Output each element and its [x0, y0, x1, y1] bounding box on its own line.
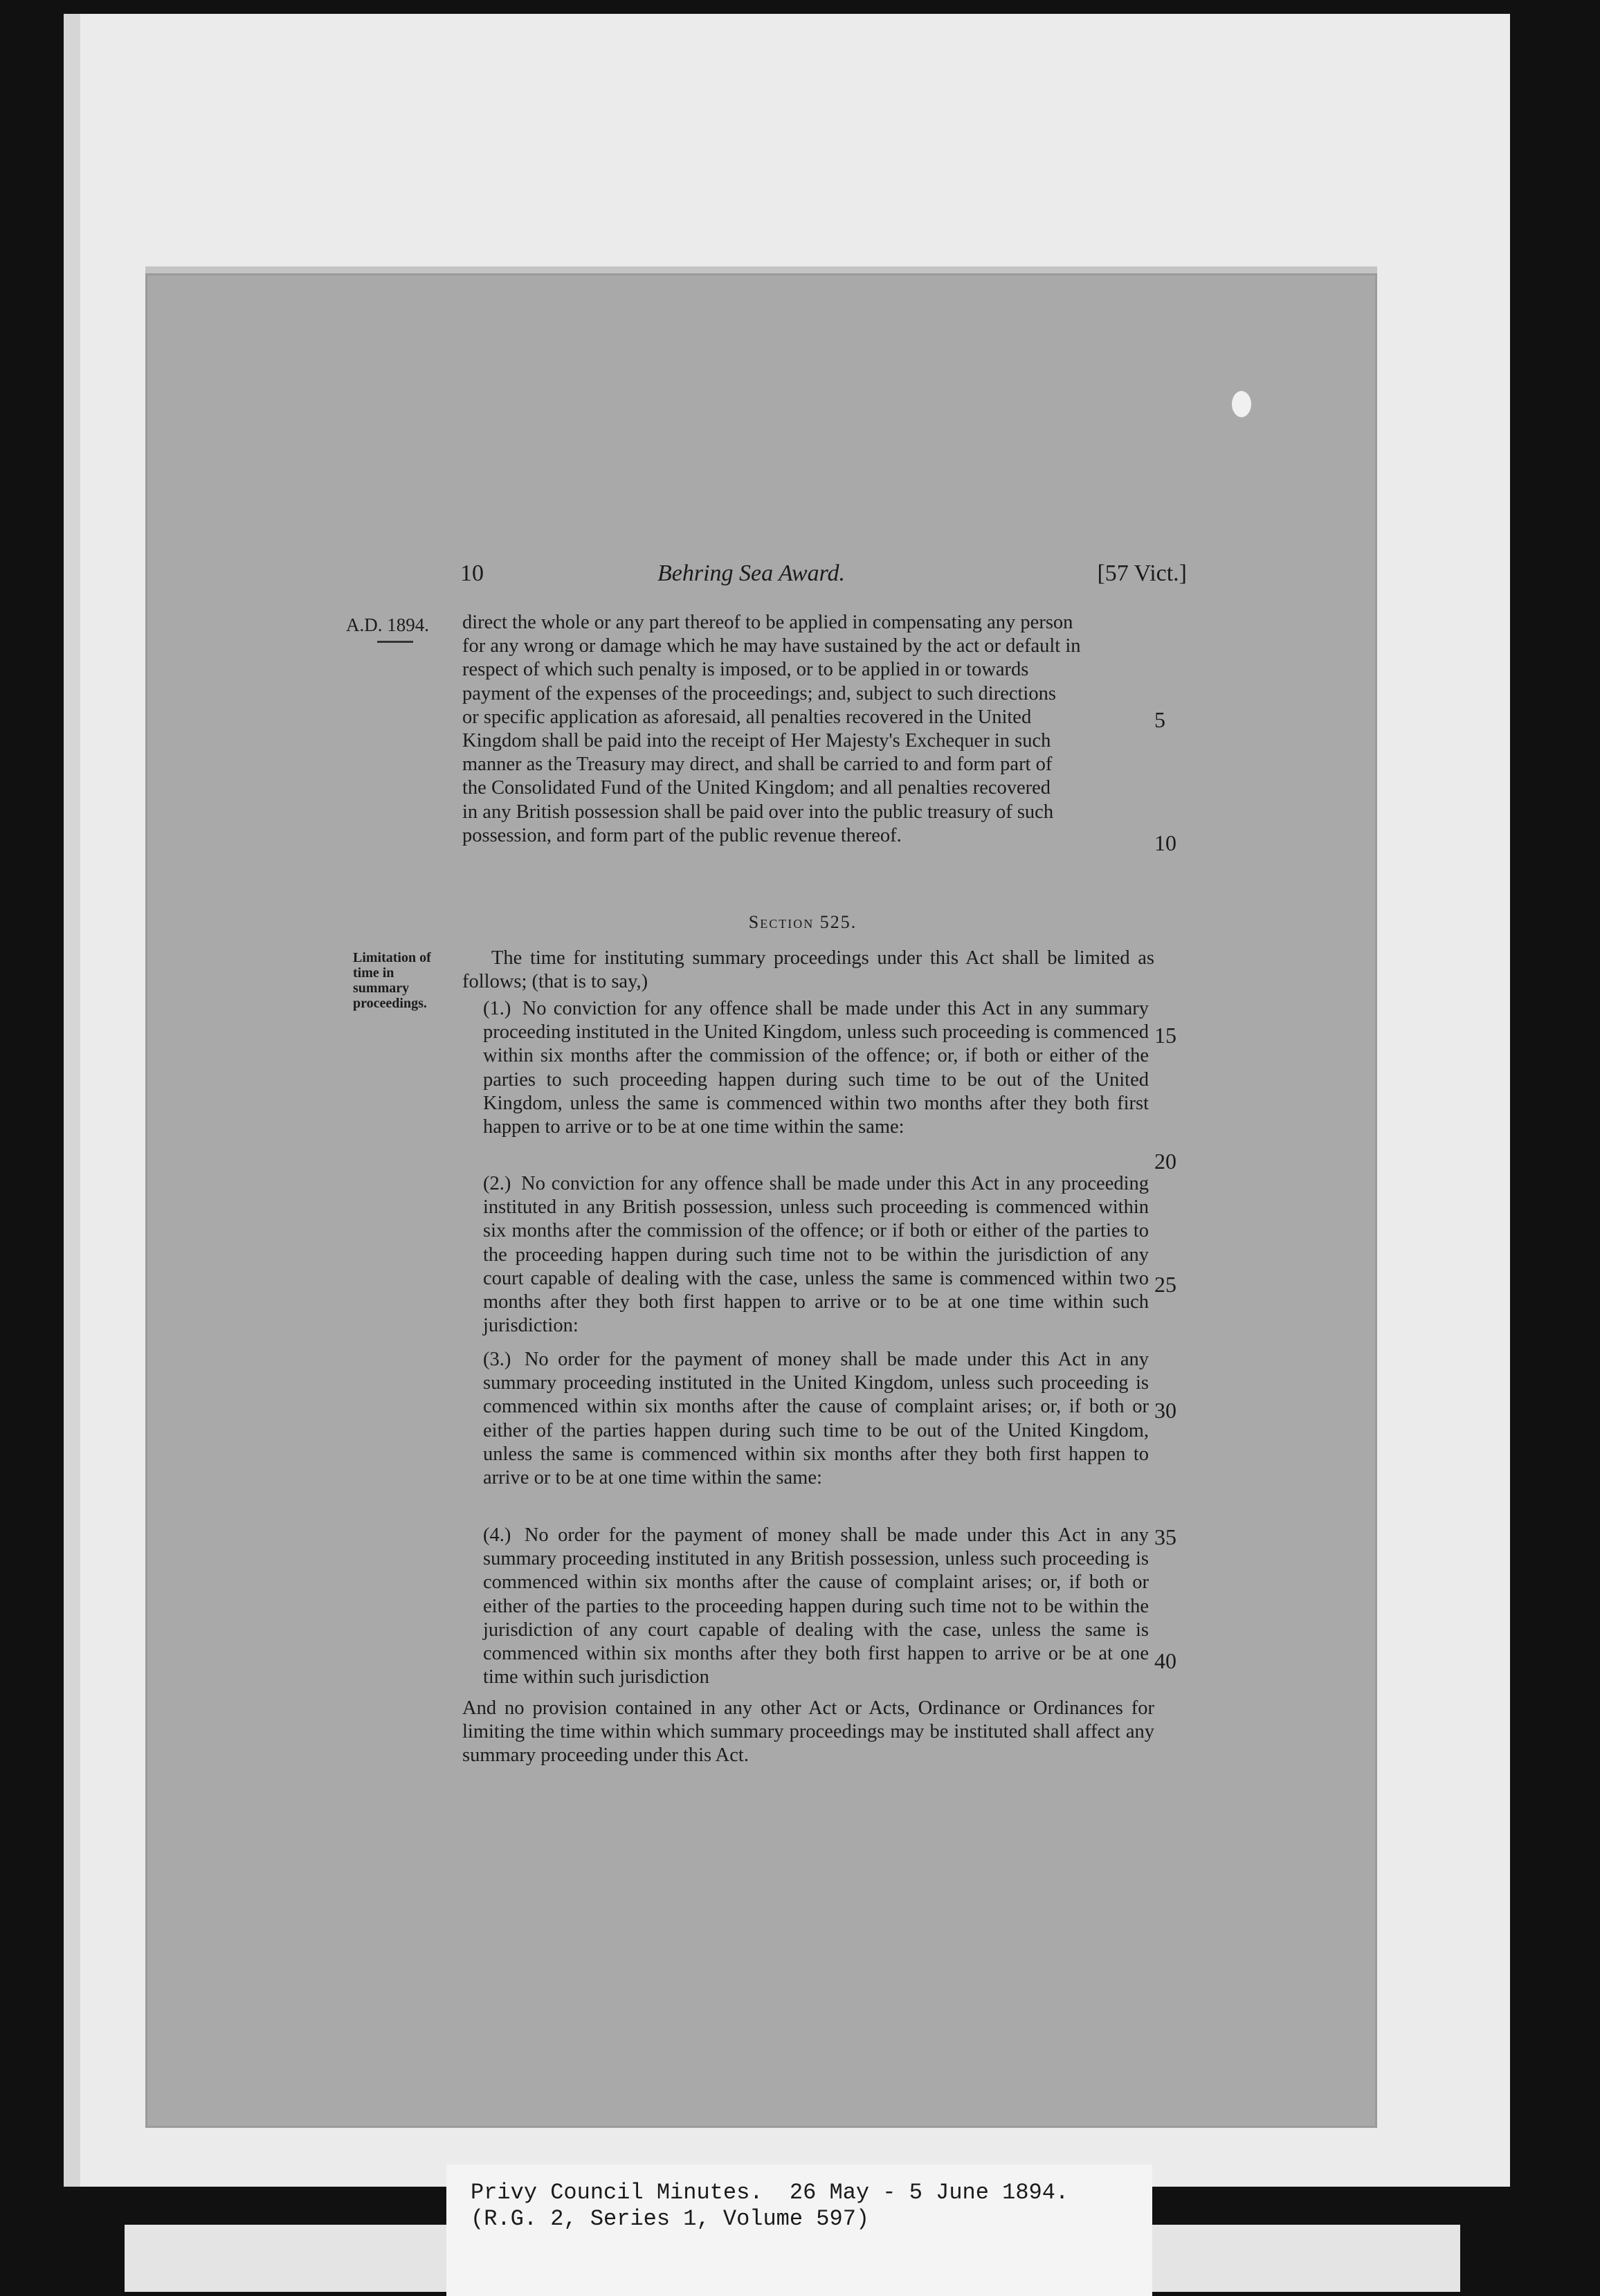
archive-label: [471, 2180, 1069, 2232]
line: payment of the expenses of the proceedings; and, subject to such directions: [462, 682, 1056, 704]
subsection-number: (4.): [483, 1524, 511, 1546]
line-number: 10: [1154, 830, 1176, 855]
paragraph-continuation: [462, 611, 1154, 848]
line-number: 30: [1154, 1398, 1176, 1423]
subsection-4: [483, 1524, 1149, 1689]
subsection-number: (3.): [483, 1349, 511, 1370]
line-number: 15: [1154, 1023, 1176, 1048]
subsection-text: No order for the payment of money shall be made under this Act in any summary proceeding instituted in any British possession, unless such proceeding is commenced within six months after the cause of complaint arises; or, if both or either of the parties to the proceeding happen during such time not to be within the jurisdiction of any court capable of dealing with the case, unless the same is commenced within six months after they both first happen to arrive or be at one time within such jurisdiction: [483, 1524, 1149, 1688]
line: direct the whole or any part thereof to be applied in compensating any person: [462, 612, 1073, 633]
line-number: 35: [1154, 1524, 1176, 1549]
subsection-3: [483, 1348, 1149, 1490]
subsection-number: (2.): [483, 1173, 511, 1194]
margin-year: A.D. 1894.: [346, 614, 429, 635]
archive-label-line1: Privy Council Minutes. 26 May - 5 June 1894.: [471, 2180, 1069, 2205]
line: respect of which such penalty is imposed, or to be applied in or towards: [462, 659, 1029, 681]
backing-board-edge: [64, 14, 80, 2187]
section-intro: The time for instituting summary proceedings under this Act shall be limited as follows; (that is to say,): [462, 947, 1154, 993]
line: the Consolidated Fund of the United Kingdom; and all penalties recovered: [462, 777, 1051, 799]
subsection-2: [483, 1172, 1149, 1338]
line-number: 25: [1154, 1272, 1176, 1297]
running-header: [460, 561, 1187, 595]
line-number: 5: [1154, 707, 1165, 732]
subsection-text: No conviction for any offence shall be made under this Act in any proceeding instituted in any British possession, unless such proceeding is commenced within six months after the commission of the offence; or if both or either of the parties to the proceeding happen during such time not to be within the jurisdiction of any court capable of dealing with the case, unless the same is commenced within two months after they both first happen to arrive or to be at one time within such jurisdiction:: [483, 1173, 1149, 1337]
subsection-number: (1.): [483, 998, 511, 1019]
line: manner as the Treasury may direct, and shall be carried to and form part of: [462, 754, 1053, 776]
margin-note: Limitation of time in summary proceedings.: [353, 950, 431, 1011]
line: Kingdom shall be paid into the receipt of Her Majesty's Exchequer in such: [462, 730, 1051, 752]
line: for any wrong or damage which he may have sustained by the act or default in: [462, 635, 1081, 657]
closing-paragraph: And no provision contained in any other Act or Acts, Ordinance or Ordinances for limiting the time within which summary proceedings may be instituted shall affect any summary proceeding under this Act.: [462, 1697, 1154, 1767]
running-title: Behring Sea Award.: [657, 561, 846, 586]
page-number: 10: [460, 561, 484, 586]
punch-hole: [1232, 391, 1251, 417]
section-heading: Section 525.: [748, 912, 857, 932]
margin-dash: [377, 641, 413, 643]
archive-label-line2: (R.G. 2, Series 1, Volume 597): [471, 2206, 870, 2232]
subsection-text: No conviction for any offence shall be made under this Act in any summary proceeding instituted in the United Kingdom, unless such proceeding is commenced within six months after the commission of the offence; or, if both or either of the parties to such proceeding happen during such time to be out of the United Kingdom, unless the same is commenced within two months after they both first happen to arrive or to be at one time within the same:: [483, 998, 1149, 1138]
line: or specific application as aforesaid, all penalties recovered in the United: [462, 706, 1032, 728]
line: in any British possession shall be paid over into the public treasury of such: [462, 801, 1054, 823]
line-number: 20: [1154, 1149, 1176, 1174]
subsection-text: No order for the payment of money shall be made under this Act in any summary proceeding instituted in the United Kingdom, unless such proceeding is commenced within six months after the cause of complaint arises; or, if both or either of the parties happen during such time to be out of the United Kingdom, unless the same is commenced within six months after they both first happen to arrive or to be at one time within the same:: [483, 1349, 1149, 1489]
line: possession, and form part of the public revenue thereof.: [462, 824, 902, 846]
subsection-1: [483, 997, 1149, 1139]
line-number: 40: [1154, 1648, 1176, 1673]
regnal-year: [57 Vict.]: [1097, 561, 1187, 586]
